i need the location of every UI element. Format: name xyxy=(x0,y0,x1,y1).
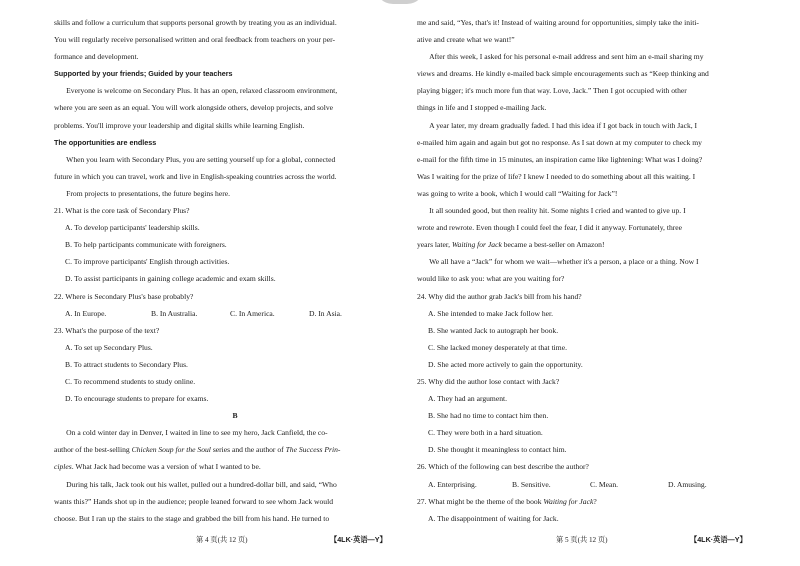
passage-line: wants this?” Hands shot up in the audience; people leaned forward to see whom Jack would xyxy=(54,496,333,506)
passage-text: series and the author of xyxy=(210,445,286,455)
book-title: ciples xyxy=(54,462,72,472)
question-21: 21. What is the core task of Secondary Plus? xyxy=(54,206,190,216)
option-26c: C. Mean. xyxy=(590,479,619,489)
right-page xyxy=(417,14,763,527)
passage-text: On a cold winter day in Denver, I waited in line to see my hero, Jack Canfield, the co- xyxy=(66,428,328,438)
question-26: 26. Which of the following can best describe the author? xyxy=(417,462,589,472)
option-24c: C. She lacked money desperately at that time. xyxy=(428,342,567,352)
question-23: 23. What's the purpose of the text? xyxy=(54,325,160,335)
option-25b: B. She had no time to contact him then. xyxy=(428,411,549,421)
options-26 xyxy=(417,476,763,493)
passage-text: author of the best-selling xyxy=(54,445,132,455)
option-25c: C. They were both in a hard situation. xyxy=(428,428,543,438)
option-23d: D. To encourage students to prepare for exams. xyxy=(65,394,209,404)
section-heading: The opportunities are endless xyxy=(54,137,157,147)
passage-line: e-mail for the fifth time in 15 minutes, an inspiration came like lightening: What was I doing? xyxy=(417,154,703,164)
passage-line: future in which you can travel, work and live in English-speaking countries across the world. xyxy=(54,171,337,181)
question-24: 24. Why did the author grab Jack's bill from his hand? xyxy=(417,291,582,301)
passage-text: . What Jack had become was a version of what I wanted to be. xyxy=(71,462,261,472)
passage-line: e-mailed him again and again but got no response. As I sat down at my computer to check my xyxy=(417,137,702,147)
passage-line: Was I waiting for the prize of life? I knew I needed to do something about all this waiting. I xyxy=(417,171,696,181)
option-23a: A. To set up Secondary Plus. xyxy=(65,342,153,352)
book-title: Waiting for Jack xyxy=(451,240,502,250)
exam-code-right: 【4LK·英语—Y】 xyxy=(690,535,747,544)
option-24a: A. She intended to make Jack follow her. xyxy=(428,308,554,318)
question-27 xyxy=(417,493,763,510)
option-21c: C. To improve participants' English through activities. xyxy=(65,257,230,267)
passage-line: A year later, my dream gradually faded. I had this idea if I got back in touch with Jack, I xyxy=(429,120,698,130)
passage-line: From projects to presentations, the future begins here. xyxy=(66,188,231,198)
exam-code-left: 【4LK·英语—Y】 xyxy=(330,535,387,544)
page-number-right: 第 5 页(共 12 页) xyxy=(556,536,608,544)
passage-line: where you are seen as an equal. You will work alongside others, develop projects, and solve xyxy=(54,103,333,113)
question-22: 22. Where is Secondary Plus's base probably? xyxy=(54,291,194,301)
book-title: Waiting for Jack xyxy=(543,496,594,506)
option-24b: B. She wanted Jack to autograph her book. xyxy=(428,325,559,335)
section-heading: Supported by your friends; Guided by your teachers xyxy=(54,69,233,79)
option-26b: B. Sensitive. xyxy=(512,479,551,489)
options-22 xyxy=(54,305,416,322)
passage-line: When you learn with Secondary Plus, you are setting yourself up for a global, connected xyxy=(66,154,336,164)
passage-line: Everyone is welcome on Secondary Plus. It has an open, relaxed classroom environment, xyxy=(66,86,338,96)
passage-line: formance and development. xyxy=(54,52,139,62)
passage-line: We all have a “Jack” for whom we wait—whether it's a person, a place or a thing. Now I xyxy=(429,257,699,267)
option-22a: A. In Europe. xyxy=(65,308,107,318)
passage-text: became a best-seller on Amazon! xyxy=(501,240,605,250)
passage-line: would like to ask you: what are you waiting for? xyxy=(417,274,565,284)
passage-line: choose. But I ran up the stairs to the stage and grabbed the bill from his hand. He turned to xyxy=(54,513,330,523)
option-27a: A. The disappointment of waiting for Jack. xyxy=(428,513,559,523)
passage-line: During his talk, Jack took out his wallet, pulled out a hundred-dollar bill, and said, “Who xyxy=(66,479,337,489)
option-21a: A. To develop participants' leadership skills. xyxy=(65,223,200,233)
passage-line: things in life and I stopped e-mailing Jack. xyxy=(417,103,547,113)
question-25: 25. Why did the author lose contact with Jack? xyxy=(417,376,560,386)
option-25d: D. She thought it meaningless to contact him. xyxy=(428,445,567,455)
passage-text: years later, xyxy=(417,240,452,250)
passage-line: was going to write a book, which I would call “Waiting for Jack”! xyxy=(417,188,618,198)
passage-line: ative and create what we want!” xyxy=(417,35,515,45)
binding-mark xyxy=(375,0,425,4)
option-25a: A. They had an argument. xyxy=(428,394,508,404)
passage-line: You will regularly receive personalised written and oral feedback from teachers on your per- xyxy=(54,35,335,45)
book-title: Chicken Soup for the Soul xyxy=(131,445,211,455)
passage-line: views and dreams. He kindly e-mailed back simple encouragements such as “Keep thinking and xyxy=(417,69,709,79)
option-24d: D. She acted more actively to gain the opportunity. xyxy=(428,359,583,369)
option-26d: D. Amusing. xyxy=(668,479,707,489)
option-26a: A. Enterprising. xyxy=(428,479,477,489)
left-page xyxy=(54,14,416,527)
passage-line xyxy=(54,424,416,441)
option-22b: B. In Australia. xyxy=(151,308,198,318)
passage-line xyxy=(54,441,416,458)
passage-line: me and said, “Yes, that's it! Instead of waiting around for opportunities, simply take the initi- xyxy=(417,18,699,27)
passage-line xyxy=(54,458,416,475)
passage-line xyxy=(417,236,763,253)
option-21b: B. To help participants communicate with foreigners. xyxy=(65,240,227,250)
question-text: ? xyxy=(593,496,597,506)
passage-line: problems. You'll improve your leadership and digital skills while learning English. xyxy=(54,120,305,130)
option-23b: B. To attract students to Secondary Plus. xyxy=(65,359,188,369)
passage-line: playing bigger; it's much more fun that way. Love, Jack.” Then I got occupied with other xyxy=(417,86,687,96)
passage-line: wrote and rewrote. Even though I could feel the fear, I did it anyway. Fortunately, three xyxy=(417,223,683,233)
page-number-left: 第 4 页(共 12 页) xyxy=(196,536,248,544)
option-23c: C. To recommend students to study online. xyxy=(65,376,196,386)
section-letter: B xyxy=(232,411,238,421)
option-22d: D. In Asia. xyxy=(309,308,342,318)
question-text: 27. What might be the theme of the book xyxy=(417,496,544,506)
passage-line: After this week, I asked for his personal e-mail address and sent him an e-mail sharing my xyxy=(429,52,704,62)
passage-line: It all sounded good, but then reality hit. Some nights I cried and wanted to give up. I xyxy=(429,206,686,216)
option-22c: C. In America. xyxy=(230,308,275,318)
passage-line: skills and follow a curriculum that supports personal growth by treating you as an individual. xyxy=(54,18,337,27)
option-21d: D. To assist participants in gaining college academic and exam skills. xyxy=(65,274,276,284)
book-title: The Success Prin- xyxy=(285,445,341,455)
